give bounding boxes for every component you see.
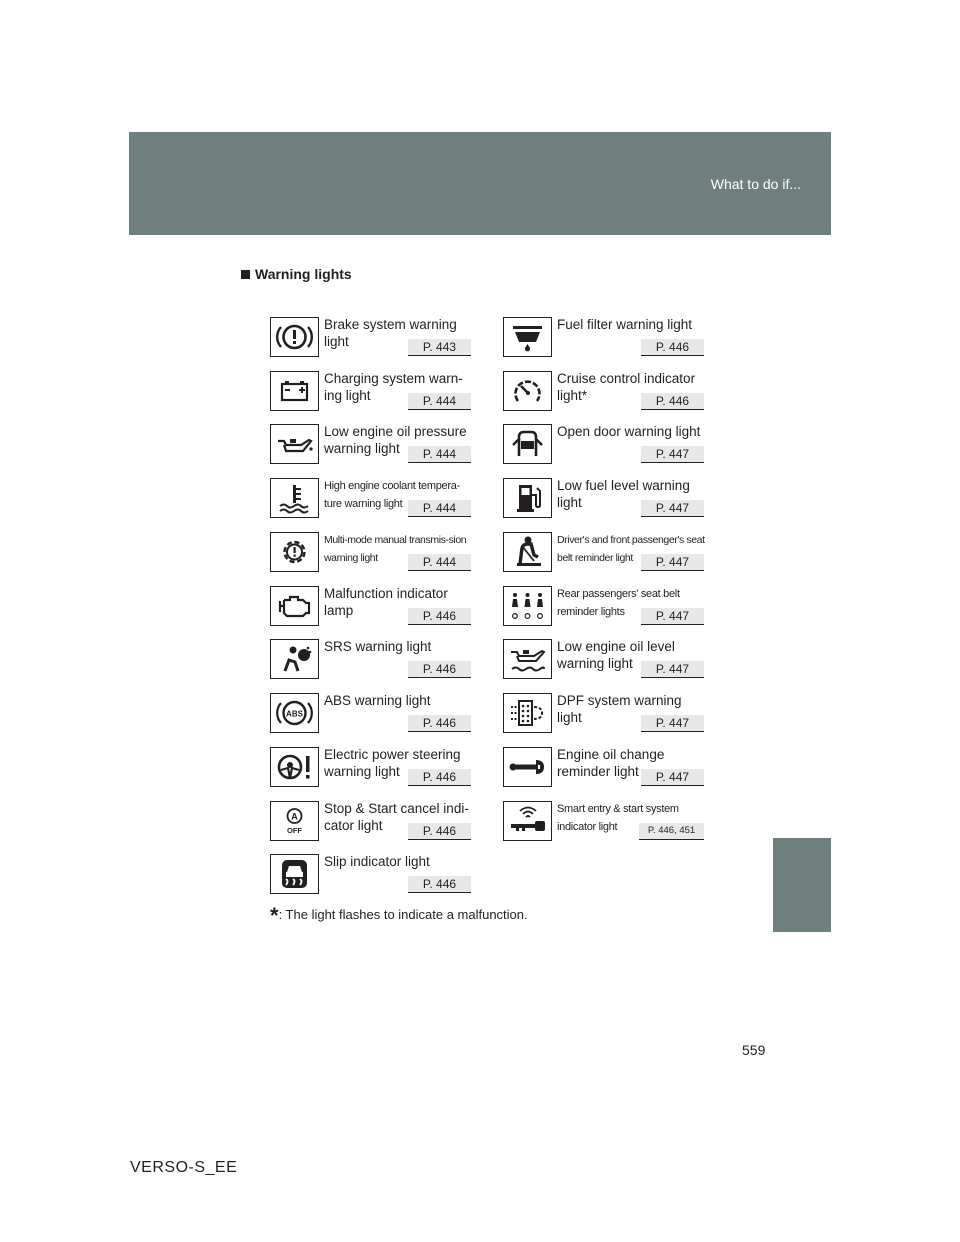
- header-band: [129, 132, 831, 235]
- battery-icon: [270, 371, 319, 411]
- page-reference: P. 446: [408, 715, 471, 732]
- entry-label: Charging system warn-ing light: [324, 371, 463, 403]
- coolant-temperature-icon: [270, 478, 319, 518]
- page-reference: P. 446: [408, 608, 471, 625]
- section-heading-text: Warning lights: [255, 266, 352, 282]
- entry-label-text: Stop & Start cancel indi-cator light: [324, 801, 469, 833]
- page-reference: P. 446, 451: [639, 823, 704, 840]
- entry-label: Electric power steering warning light: [324, 747, 461, 779]
- entry-label: Low engine oil level warning light: [557, 639, 675, 671]
- warning-entry-rear-seat-belt: [503, 583, 704, 629]
- speedometer-icon: [503, 371, 552, 411]
- auto-off-icon: [270, 801, 319, 841]
- entry-label: DPF system warning light: [557, 693, 682, 725]
- dpf-icon: [503, 693, 552, 733]
- warning-entry-seat-belt: [503, 529, 704, 575]
- warning-entry-srs: [270, 636, 471, 682]
- page-reference: P. 447: [641, 554, 704, 571]
- warning-entry-brake: [270, 314, 471, 360]
- entry-label: Malfunction indicator lamp: [324, 586, 448, 618]
- warning-entry-malfunction: [270, 583, 471, 629]
- warning-entry-oil-pressure: [270, 421, 471, 467]
- abs-icon: [270, 693, 319, 733]
- footnote-text: : The light flashes to indicate a malfunction.: [278, 907, 528, 922]
- page-reference: P. 447: [641, 608, 704, 625]
- warning-entry-cruise: [503, 368, 704, 414]
- seat-belt-icon: [503, 532, 552, 572]
- entry-label: Slip indicator light: [324, 854, 430, 869]
- warning-entry-coolant: [270, 475, 471, 521]
- header-title: What to do if...: [710, 176, 801, 192]
- warning-entry-dpf: [503, 690, 704, 736]
- entry-label: Multi-mode manual transmis-sion warning light: [324, 534, 467, 564]
- brake-warning-icon: [270, 317, 319, 357]
- page-reference: P. 447: [641, 661, 704, 678]
- square-bullet-icon: [241, 270, 250, 279]
- entry-label: Fuel filter warning light: [557, 317, 693, 332]
- warning-entry-oil-level: [503, 636, 704, 682]
- page-reference: P. 447: [641, 769, 704, 786]
- fuel-pump-icon: [503, 478, 552, 518]
- open-door-car-icon: [503, 424, 552, 464]
- entry-label: Brake system warning light: [324, 317, 457, 349]
- svg-text:OFF: OFF: [287, 826, 302, 835]
- page-reference: P. 447: [641, 715, 704, 732]
- airbag-icon: [270, 639, 319, 679]
- engine-icon: [270, 586, 319, 626]
- page-reference: P. 446: [408, 823, 471, 840]
- footnote-marker: *: [270, 903, 279, 928]
- page-reference: P. 447: [641, 446, 704, 463]
- entry-label: Driver's and front passenger's seat belt reminder light: [557, 534, 705, 564]
- page-reference: P. 446: [641, 339, 704, 356]
- section-side-tab: [773, 838, 831, 932]
- entry-label: High engine coolant tempera-ture warning light: [324, 480, 460, 510]
- warning-entry-abs: [270, 690, 471, 736]
- entry-label: Open door warning light: [557, 424, 701, 439]
- smart-key-icon: [503, 801, 552, 841]
- section-heading: [241, 266, 352, 282]
- warning-entry-oil-change: [503, 744, 704, 790]
- entry-label: Cruise control indicator light*: [557, 371, 696, 403]
- oil-level-icon: [503, 639, 552, 679]
- rear-seat-belt-icon: [503, 586, 552, 626]
- page-reference: P. 443: [408, 339, 471, 356]
- page-reference: P. 444: [408, 446, 471, 463]
- entry-label: Rear passengers' seat belt reminder lights: [557, 588, 680, 618]
- page-reference: P. 447: [641, 500, 704, 517]
- entry-label: Low engine oil pressure warning light: [324, 424, 467, 456]
- page-reference: P. 446: [408, 769, 471, 786]
- warning-entry-stop-start: [270, 798, 471, 844]
- warning-entry-low-fuel: [503, 475, 704, 521]
- fuel-filter-icon: [503, 317, 552, 357]
- page-reference: P. 444: [408, 500, 471, 517]
- footnote: [270, 903, 528, 929]
- skidding-car-icon: [270, 854, 319, 894]
- entry-label: Smart entry & start system indicator light: [557, 803, 679, 833]
- entry-label: ABS warning light: [324, 693, 431, 708]
- transmission-gear-icon: [270, 532, 319, 572]
- warning-entry-smart-entry: [503, 798, 704, 844]
- page-reference: P. 446: [408, 876, 471, 893]
- document-code: VERSO-S_EE: [130, 1159, 238, 1176]
- warning-entry-transmission: [270, 529, 471, 575]
- entry-label: Low fuel level warning light: [557, 478, 690, 510]
- warning-entry-power-steering: [270, 744, 471, 790]
- warning-entry-slip: [270, 851, 471, 897]
- warning-entry-charging: [270, 368, 471, 414]
- wrench-icon: [503, 747, 552, 787]
- oil-can-icon: [270, 424, 319, 464]
- entry-label: Engine oil change reminder light: [557, 747, 665, 779]
- page-number: 559: [742, 1042, 766, 1058]
- steering-wheel-warning-icon: [270, 747, 319, 787]
- page-reference: P. 444: [408, 393, 471, 410]
- page-reference: P. 444: [408, 554, 471, 571]
- warning-entry-open-door: [503, 421, 704, 467]
- svg-text:ABS: ABS: [286, 709, 303, 719]
- entry-label: SRS warning light: [324, 639, 432, 654]
- page-reference: P. 446: [408, 661, 471, 678]
- warning-entry-fuel-filter: [503, 314, 704, 360]
- svg-text:A: A: [291, 811, 298, 822]
- page-reference: P. 446: [641, 393, 704, 410]
